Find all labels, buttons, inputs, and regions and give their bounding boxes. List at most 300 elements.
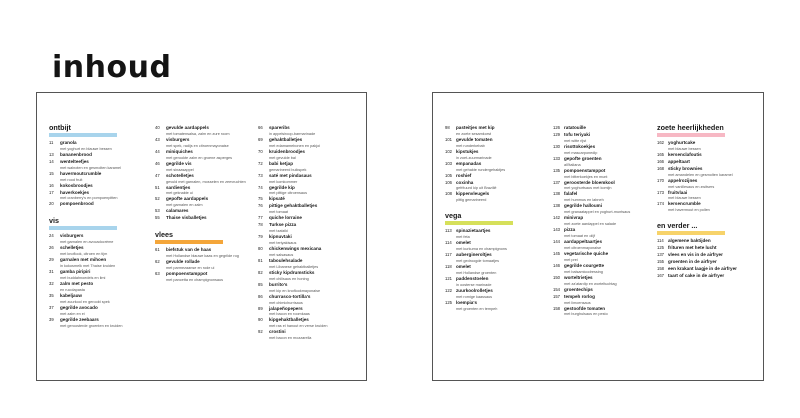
toc-entry [553,168,653,180]
recipe-subtitle: met havermout en pollen [668,208,710,213]
section-title: vlees [155,230,173,240]
entry-text [166,196,255,208]
page-number: 173 [657,189,664,195]
entry-text [166,173,255,185]
recipe-name: pasteitjes met kip [456,125,495,130]
recipe-name: coxinha [456,179,474,185]
page-number: 85 [258,281,263,287]
entry-text [60,159,149,171]
toc-entry [445,137,550,149]
entry-text [269,196,362,203]
right-column-1 [445,125,550,320]
page-number: 73 [258,172,263,178]
toc-entry [258,317,362,329]
recipe-name: zuurkoolrolletjes [456,287,493,293]
page-number: 102 [445,148,452,154]
recipe-name: pompoenbrood [60,201,94,207]
entry-text [269,234,362,246]
recipe-name: omelet [456,264,471,270]
entry-text [60,317,149,329]
recipe-name: biefstuk van de haas [166,247,212,253]
toc-entry [49,233,149,245]
section-title: ontbijt [49,123,71,132]
entry-text [269,329,362,341]
toc-entry [553,203,653,215]
page-number: 77 [258,215,263,221]
recipe-subtitle: met parmezaanse en rode ui [166,265,215,270]
toc-entry [258,173,362,185]
page-number: 14 [49,158,54,164]
page-number: 155 [657,259,664,265]
recipe-subtitle: met chilisaus en honing [269,276,309,281]
page-number: 20 [49,201,54,207]
page-number: 170 [657,177,664,183]
entry-text [269,203,362,215]
recipe-subtitle: met tomaat en olijf [564,234,596,239]
page-number: 86 [258,293,263,299]
recipe-name: kersencrumble [668,201,701,207]
page-number: 89 [258,305,263,311]
toc-entry [657,245,759,252]
entry-text [60,233,149,245]
recipe-name: gegrilde zeebaars [60,316,99,322]
section-title: vega [445,211,462,221]
recipe-subtitle: met bitterkoekjes en munt [564,174,608,179]
page-number: 143 [553,227,560,233]
recipe-subtitle: met burghulsaus en pesto [564,312,608,317]
recipe-subtitle: met geroosterde groenten en kruiden [60,323,123,328]
entry-text [564,294,653,306]
page-number: 122 [445,287,452,293]
entry-text [269,125,362,137]
toc-entry [553,287,653,294]
entry-text [269,306,362,318]
recipe-subtitle: met gerookte zalm en groene asperges [166,155,233,160]
recipe-name: kipsaté [269,196,285,202]
toc-entry [49,201,149,208]
entry-text [269,222,362,234]
recipe-subtitle: met yoghurtsaus met komijn [564,186,612,191]
recipe-name: gegrilde halloumi [564,203,603,209]
recipe-subtitle: met cranberry's en pompoenpitten [60,196,118,201]
entry-text [166,185,255,197]
toc-entry [49,317,149,329]
toc-section [553,125,653,317]
page-number: 154 [553,286,560,292]
recipe-name: appelrozijnes [668,177,698,183]
page-number: 158 [657,265,664,271]
toc-entry [49,245,149,257]
page-number: 146 [553,262,560,268]
page-number: 39 [49,316,54,322]
entry-text [456,252,550,264]
entry-text [456,288,550,300]
recipe-name: haverkoekjes [60,189,90,195]
recipe-name: vegetarische quiche [564,250,609,256]
toc-entry [258,203,362,215]
page-number: 16 [49,182,54,188]
recipe-name: geroosterde bloemkool [564,179,615,185]
recipe-name: crostini [269,329,286,335]
recipe-subtitle: met pancetta en champignonsaus [166,277,223,282]
page-number: 114 [445,240,452,246]
page-number: 75 [258,196,263,202]
page-number: 55 [155,215,160,221]
toc-entry [49,257,149,269]
recipe-name: kokosbroodjes [60,182,93,188]
toc-entry [657,152,759,159]
recipe-name: taboulehsalade [269,257,303,263]
recipe-subtitle: met vanillesaus en zwitsers [668,184,715,189]
recipe-name: gepofte aardappels [166,196,209,202]
recipe-subtitle: met yoghurt en blauwe bessen [60,146,112,151]
recipe-subtitle: met teriyakisaus [269,240,297,245]
toc-entry [657,159,759,166]
entry-text [456,137,550,149]
toc-entry [445,149,550,161]
toc-entry [553,125,653,132]
page-number: 61 [155,247,160,253]
toc-section [49,123,149,208]
recipe-name: frituren met hete lucht [668,245,717,251]
recipe-name: spareribs [269,125,290,130]
toc-entry [657,190,759,202]
page-number: 98 [445,125,450,130]
entry-text [564,215,653,227]
entry-text [564,287,653,294]
recipe-name: sardientjes [166,184,191,190]
toc-entry [258,215,362,222]
page-number: 158 [553,305,560,311]
recipe-name: gepofte groenten [564,155,602,161]
toc-entry [258,270,362,282]
toc-entry [657,259,759,266]
toc-entry [657,140,759,152]
page-number: 165 [657,151,664,157]
entry-text [564,125,653,132]
page-number: 78 [258,222,263,228]
toc-entry [445,240,550,252]
right-page [432,92,764,381]
recipe-subtitle: met balsamicodressing [564,269,603,274]
recipe-subtitle: met geknakte ui [166,191,193,196]
entry-text [564,144,653,156]
toc-entry [553,306,653,318]
entry-text [269,270,362,282]
entry-text [668,178,759,190]
entry-text [668,201,759,213]
entry-text [564,251,653,263]
page-number: 117 [445,252,452,258]
toc-entry [553,180,653,192]
entry-text [456,180,550,192]
page-number: 126 [553,125,560,130]
recipe-subtitle: met ras el hanout en verse kruiden [269,324,328,329]
toc-entry [49,152,149,159]
recipe-subtitle: met bacon en roomkaas [269,312,310,317]
recipe-subtitle: met tomatensalsa, zalm en zure room [166,131,230,136]
entry-text [564,156,653,168]
recipe-subtitle: met runderkebab [456,143,485,148]
recipe-subtitle: gefrituurd kip uit Brazilië [456,186,497,191]
recipe-subtitle: met citroenmayonaise [564,245,602,250]
toc-entry [657,252,759,259]
toc-entry [49,269,149,281]
recipe-subtitle: met romige kaassaus [456,294,493,299]
toc-entry [258,294,362,306]
recipe-name: churrasco-tortilla's [269,293,311,299]
page-number: 166 [657,158,664,164]
recipe-subtitle: met amandelen en gesmolten karamel [668,172,733,177]
page-number: 63 [155,270,160,276]
recipe-subtitle: met zoete aardappel en salade [564,222,617,227]
toc-entry [657,201,759,213]
recipe-subtitle: pittig gemarineerd [456,198,487,203]
toc-entry [445,161,550,173]
entry-text [564,180,653,192]
right-column-2 [553,125,653,325]
left-column-3 [258,125,362,349]
recipe-subtitle: in zoet-zuurmarinade [456,155,492,160]
toc-entry [553,251,653,263]
toc-entry [258,234,362,246]
recipe-subtitle: gevuld met garnalen, mosselen en zeevruchten [166,179,246,184]
page-number: 92 [258,329,263,335]
toc-section [445,211,550,311]
entry-text [166,247,255,259]
toc-entry [155,137,255,149]
page-number: 118 [445,264,452,270]
recipe-subtitle: met salsasaus [269,252,294,257]
recipe-name: granola [60,140,77,145]
recipe-subtitle: met kurkuma en champignons [456,247,507,252]
page-number: 130 [553,143,560,149]
toc-entry [553,263,653,275]
entry-text [269,137,362,149]
page-number: 145 [553,250,560,256]
toc-section [657,123,759,213]
recipe-name: pompoenstamppot [166,270,208,276]
recipe-subtitle: met chimichurrisaus [269,300,303,305]
recipe-name: kabeljauw [60,292,82,298]
page-number: 133 [553,155,560,161]
recipe-subtitle: en rucolapasta [60,287,85,292]
toc-entry [553,144,653,156]
page-number: 90 [258,317,263,323]
recipe-subtitle: met zalm en ei [60,311,85,316]
recipe-name: kersenclafoutis [668,151,702,157]
entry-text [456,191,550,203]
recipe-name: quiche lorraine [269,215,302,221]
toc-entry [445,264,550,276]
entry-text [456,173,550,180]
toc-entry [155,161,255,173]
recipe-subtitle: met blauwe bessen [668,196,701,201]
entry-text [269,149,362,161]
recipe-name: kruidenbroodjes [269,148,305,154]
section-title: zoete heerlijkheden [657,123,724,132]
toc-entry [553,239,653,251]
toc-entry [258,196,362,203]
recipe-name: sticky kipdrumsticks [269,269,315,275]
recipe-subtitle: met Hollandse groenten [456,270,497,275]
toc-entry [258,329,362,341]
entry-text [166,208,255,215]
recipe-subtitle: met zuurkool en gerookt spek [60,299,110,304]
entry-text [60,140,149,152]
entry-text [564,263,653,275]
entry-text [668,190,759,202]
recipe-name: ratatouille [564,125,586,130]
toc-entry [258,125,362,137]
toc-entry [155,149,255,161]
entry-text [668,252,759,259]
page-number: 31 [49,269,54,275]
page-number: 108 [445,191,452,197]
toc-entry [155,259,255,271]
page-number: 32 [49,280,54,286]
recipe-name: paddenstoelen [456,275,489,281]
entry-text [269,246,362,258]
recipe-name: pittige gehaktballetjes [269,203,318,209]
recipe-name: tempeh rorlog [564,293,595,299]
recipe-subtitle: met mascarponedip [564,150,598,155]
toc-entry [258,149,362,161]
page-number: 135 [553,167,560,173]
entry-text [166,125,255,137]
entry-text [668,159,759,166]
toc-entry [155,208,255,215]
toc-entry [258,246,362,258]
recipe-subtitle: met spek, radijs en citroenmayonaise [166,143,229,148]
recipe-name: algemene baktijden [668,238,711,244]
recipe-name: kipstukjes [456,148,479,154]
page-number: 167 [657,272,664,278]
toc-entry [553,215,653,227]
entry-text [564,132,653,144]
page-number: 70 [258,148,263,154]
recipe-subtitle: met tzatziki [269,229,288,234]
toc-entry [49,281,149,293]
entry-text [166,259,255,271]
recipe-subtitle: met garnalen en avocadocrème [60,240,114,245]
recipe-name: babi ketjap [269,160,293,166]
page-number: 26 [49,245,54,251]
page-number: 62 [155,259,160,265]
recipe-subtitle: met Libanese gehaktballetjes [269,264,319,269]
page-number: 46 [155,160,160,166]
page-number: 137 [657,252,664,258]
recipe-subtitle: met buddahnoedels en limi [60,275,106,280]
recipe-subtitle: met komkommer [269,179,298,184]
recipe-name: schotelletjes [166,172,194,178]
toc-entry [49,183,149,190]
recipe-name: taart of cake in de airfryer [668,272,725,278]
recipe-subtitle: met groenten en tempeh [456,306,498,311]
recipe-subtitle: in kokosmelk met Thaise kruiden [60,264,116,269]
recipe-name: miniquiches [166,148,193,154]
recipe-name: kipnuvtaki [269,234,292,240]
toc-entry [49,305,149,317]
page-number: 80 [258,245,263,251]
entry-text [564,168,653,180]
entry-text [269,317,362,329]
entry-text [668,266,759,273]
toc-entry [49,171,149,183]
recipe-name: gehaktballetjes [269,136,303,142]
entry-text [456,276,550,288]
section-color-bar [49,226,117,230]
entry-text [564,306,653,318]
toc-entry [657,178,759,190]
recipe-subtitle: in oosterse marinade [456,282,492,287]
recipe-name: calamares [166,208,189,214]
recipe-name: aubergineroltjes [456,252,492,258]
entry-text [166,137,255,149]
recipe-name: saté met pindasaus [269,172,312,178]
entry-text [668,273,759,280]
toc-entry [553,191,653,203]
page-number: 74 [258,184,263,190]
recipe-name: havermoutcrumble [60,170,102,176]
recipe-name: appeltaart [668,158,690,164]
toc-entry [445,125,550,137]
recipe-name: gegrilde avocado [60,304,98,310]
recipe-name: gegrilde courgette [564,262,605,268]
toc-section [445,125,550,203]
page-number: 13 [49,151,54,157]
recipe-name: empanadas [456,160,482,166]
page-number: 51 [155,184,160,190]
toc-entry [155,247,255,259]
toc-entry [445,191,550,203]
section-title: en verder ... [657,221,698,231]
recipe-name: gevulde aardappels [166,125,209,130]
page-number: 168 [657,165,664,171]
toc-section [657,221,759,279]
recipe-subtitle: met pittige citroensaus [269,191,307,196]
toc-entry [657,238,759,245]
recipe-name: visburgers [60,233,84,239]
toc-entry [445,288,550,300]
recipe-subtitle: en zoete sesamkorst [456,131,492,136]
recipe-name: roshief [456,172,472,178]
toc-section [155,230,255,283]
page-number: 82 [258,269,263,275]
entry-text [60,183,149,190]
entry-text [269,161,362,173]
page-number: 52 [155,196,160,202]
toc-entry [258,258,362,270]
page-title: inhoud [52,50,172,85]
recipe-subtitle: met witte rijst [564,138,587,143]
recipe-name: spinazietaartjes [456,228,491,234]
entry-text [668,259,759,266]
toc-entry [258,185,362,197]
toc-entry [258,137,362,149]
recipe-subtitle: met feta [456,235,470,240]
page-number: 101 [445,136,452,142]
recipe-name: gevulde tomaten [456,136,493,142]
toc-entry [445,300,550,312]
recipe-name: fruitvlaai [668,189,688,195]
recipe-name: schelletjes [60,245,84,251]
page-number: 29 [49,257,54,263]
left-column-1 [49,123,149,337]
toc-section [258,125,362,341]
page-number: 69 [258,136,263,142]
entry-text [60,171,149,183]
